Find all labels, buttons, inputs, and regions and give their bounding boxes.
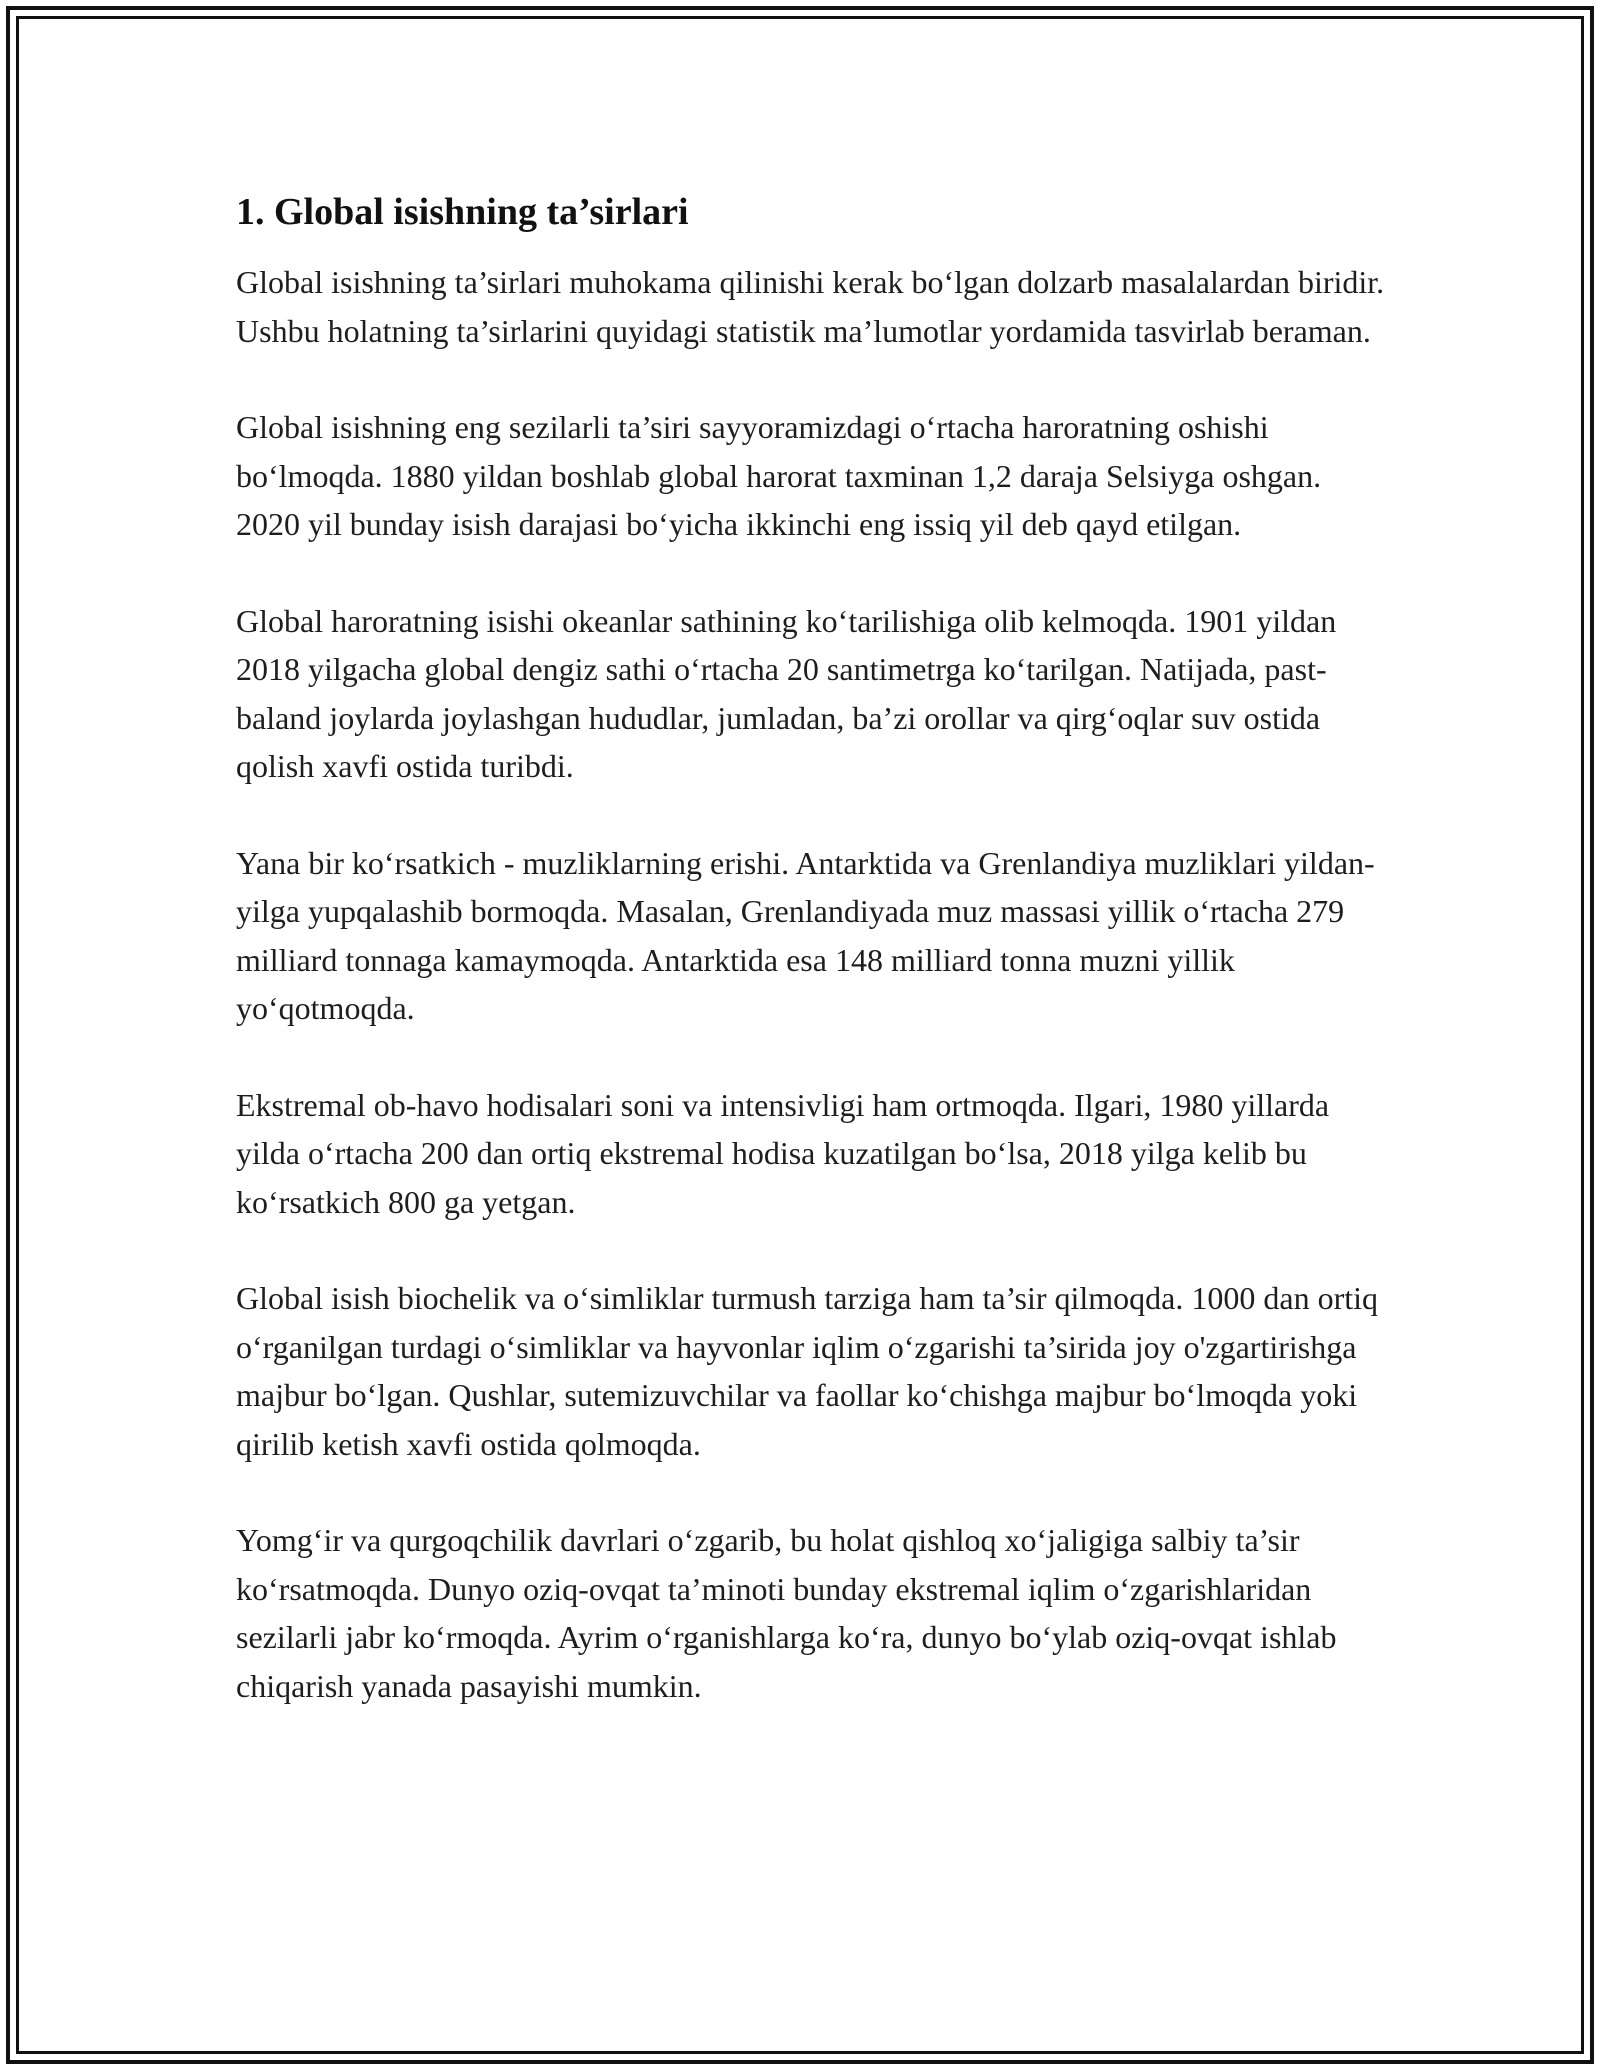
paragraph-temperature: Global isishning eng sezilarli ta’siri sayyoramizdagi o‘rtacha haroratning oshishi bo‘lmoqda. 1880 yildan boshlab global harorat taxminan 1,2 daraja Selsiyga oshgan. 2020 yil bunday isish darajasi bo‘yicha ikkinchi eng issiq yil deb qayd etilgan. (236, 409, 1322, 542)
section-heading: 1. Global isishning ta’sirlari (236, 191, 689, 233)
paragraph-intro: Global isishning ta’sirlari muhokama qilinishi kerak bo‘lgan dolzarb masalalardan biridir. Ushbu holatning ta’sirlarini quyidagi statistik ma’lumotlar yordamida tasvirlab beraman. (236, 264, 1385, 349)
paragraph-sea-level: Global haroratning isishi okeanlar sathining ko‘tarilishiga olib kelmoqda. 1901 yildan 2018 yilgacha global dengiz sathi o‘rtacha 20 santimetrga ko‘tarilgan. Natijada, past-baland joylarda joylashgan hududlar, jumladan, ba’zi orollar va qirg‘oqlar suv ostida qolish xavfi ostida turibdi. (236, 602, 1337, 784)
paragraph-extreme-weather: Ekstremal ob-havo hodisalari soni va intensivligi ham ortmoqda. Ilgari, 1980 yillarda yilda o‘rtacha 200 dan ortiq ekstremal hodisa kuzatilgan bo‘lsa, 2018 yilga kelib bu ko‘rsatkich 800 ga yetgan. (236, 1086, 1330, 1220)
paragraph-biodiversity: Global isish biochelik va o‘simliklar turmush tarziga ham ta’sir qilmoqda. 1000 dan ortiq o‘rganilgan turdagi o‘simliklar va hayvonlar iqlim o‘zgarishi ta’sirida joy o'zgartirishga majbur bo‘lgan. Qushlar, sutemizuvchilar va faollar ko‘chishga majbur bo‘lmoqda yoki qirilib ketish xavfi ostida qolmoqda. (236, 1280, 1379, 1462)
paragraph-agriculture: Yomg‘ir va qurgoqchilik davrlari o‘zgarib, bu holat qishloq xo‘jaligiga salbiy ta’sir ko‘rsatmoqda. Dunyo oziq-ovqat ta’minoti bunday ekstremal iqlim o‘zgarishlaridan sezilarli jabr ko‘rmoqda. Ayrim o‘rganishlarga ko‘ra, dunyo bo‘ylab oziq-ovqat ishlab chiqarish yanada pasayishi mumkin. (236, 1522, 1337, 1704)
document-body (236, 188, 1386, 1758)
paragraph-glaciers: Yana bir ko‘rsatkich - muzliklarning erishi. Antarktida va Grenlandiya muzliklari yildan-yilga yupqalashib bormoqda. Masalan, Grenlandiyada muz massasi yillik o‘rtacha 279 milliard tonnaga kamaymoqda. Antarktida esa 148 milliard tonna muzni yillik yo‘qotmoqda. (236, 844, 1375, 1026)
